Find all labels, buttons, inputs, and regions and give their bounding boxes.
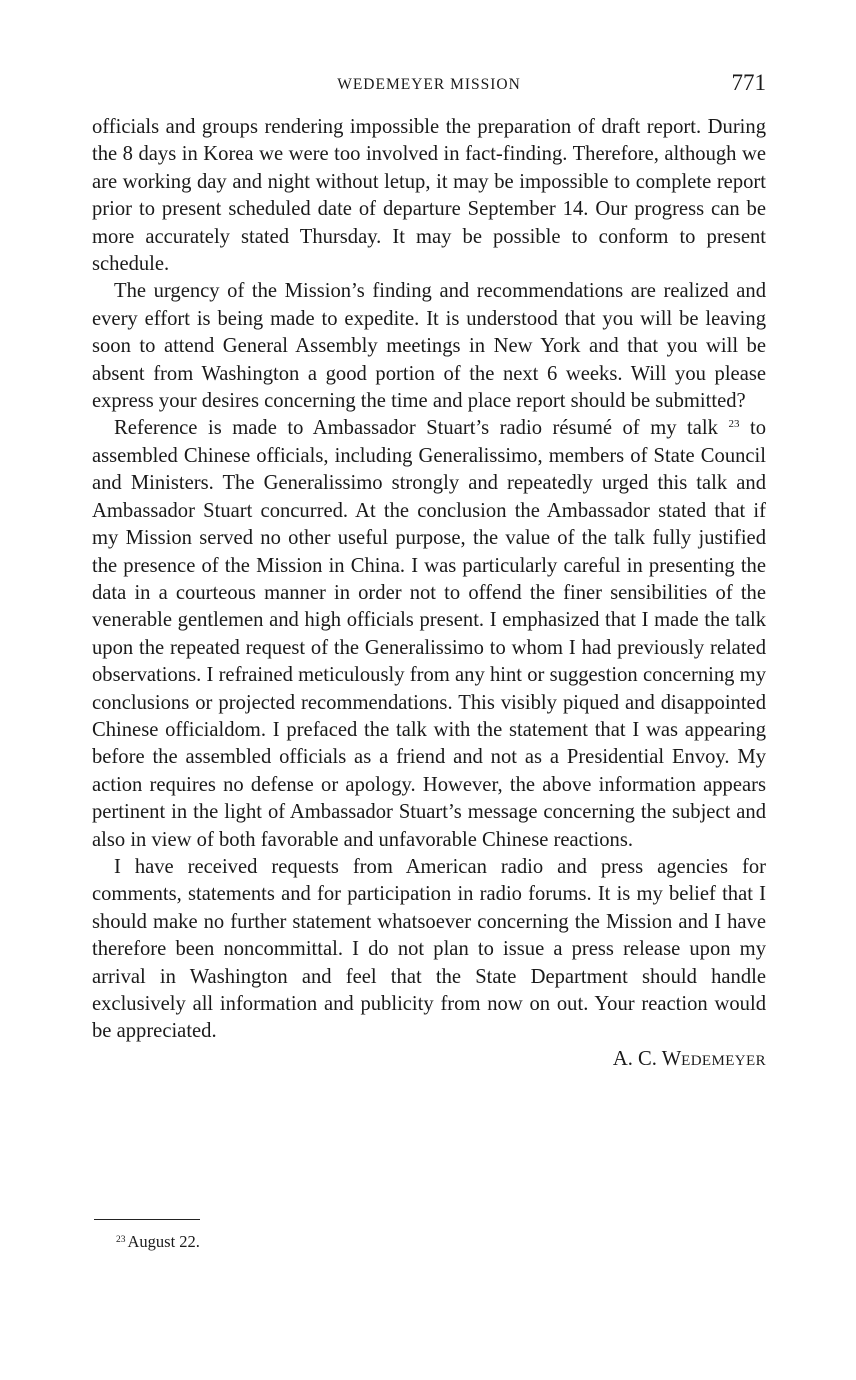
running-head (92, 70, 766, 100)
footnote-reference: 23 (728, 418, 740, 431)
running-title: WEDEMEYER MISSION (337, 76, 521, 93)
paragraph-4: I have received requests from American radio and press agencies for comments, statements and for participation in radio forums. It is my belief that I should make no further statement whatsoever concerning the Mission and I have therefore been noncommittal. I do not plan to issue a press release upon my arrival in Washington and feel that the State Department should handle exclusively all information and publicity from now on out. Your reaction would be appreciated. (92, 855, 766, 1043)
page-number: 771 (731, 70, 766, 95)
signature-surname: EDEMEYER (681, 1052, 766, 1069)
paragraph-2: The urgency of the Mission’s finding and recommendations are realized and every effort is being made to expedite. It is understood that you will be leaving soon to attend General Assembly meetings in New York and that you will be absent from Washington a good portion of the next 6 weeks. Will you please express your desires concerning the time and place report should be submitted? (92, 280, 766, 413)
footnote-text: August 22. (127, 1232, 200, 1251)
body-text (92, 114, 766, 1075)
footnote-rule (94, 1219, 200, 1220)
signature (92, 1046, 766, 1075)
paragraph-3 (92, 415, 766, 854)
footnote-mark: 23 (116, 1235, 126, 1245)
paragraph-3-text-end: to assembled Chinese officials, including Generalissimo, members of State Council and Ministers. The Generalissimo strongly and repeatedly urged this talk and Ambassador Stuart concurred. At the conclusion the Ambassador stated that if my Mission served no other useful purpose, the value of the talk fully justified the presence of the Mission in China. I was particularly careful in presenting the data in a courteous manner in order not to offend the finer sensibilities of the venerable gentlemen and high officials present. I emphasized that I made the talk upon the repeated request of the Generalissimo to whom I had previously related observations. I refrained meticulously from any hint or suggestion concerning my conclusions or projected recommendations. This visibly piqued and disappointed Chinese officialdom. I prefaced the talk with the statement that I was appearing before the assembled officials as a friend and not as a Presidential Envoy. My action requires no defense or apology. However, the above information appears pertinent in the light of Ambassador Stuart’s message concerning the subject and also in view of both favorable and unfavorable Chinese reactions. (92, 417, 766, 851)
paragraph-3-text-start: Reference is made to Ambassador Stuart’s radio résumé of my talk (114, 417, 718, 440)
signature-initials: A. C. W (612, 1047, 682, 1070)
paragraph-1: officials and groups rendering impossible the preparation of draft report. During the 8 days in Korea we were too involved in fact-finding. Therefore, although we are working day and night without letup, it may be impossible to complete report prior to present scheduled date of departure September 14. Our progress can be more accurately stated Thursday. It may be possible to conform to present schedule. (92, 116, 766, 276)
footnote (116, 1232, 200, 1252)
